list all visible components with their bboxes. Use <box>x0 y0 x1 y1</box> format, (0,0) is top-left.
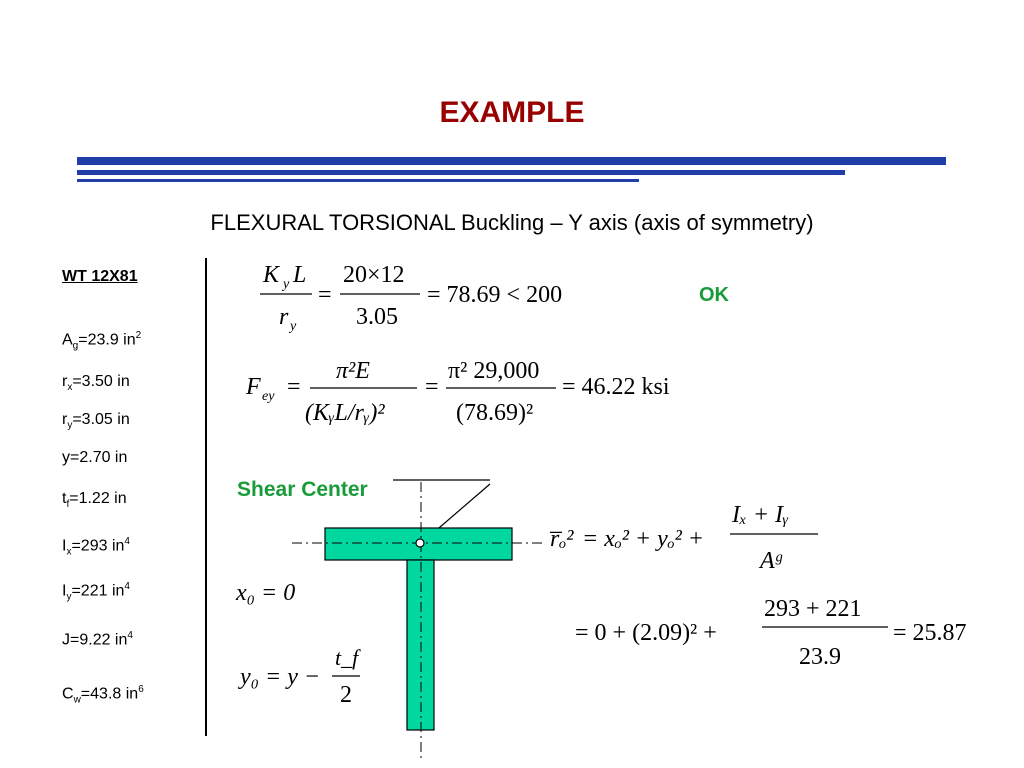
y0-equation <box>238 645 361 708</box>
eq2-num2: π² 29,000 <box>448 358 540 384</box>
eq4-prefix: = 0 + (2.09)² + <box>575 620 717 646</box>
eq3-rhs: = xₒ² + yₒ² + <box>582 526 704 552</box>
ok-label: OK <box>699 284 729 306</box>
eq1-num2: 20×12 <box>343 262 405 288</box>
eq1-num-k: K <box>263 262 280 288</box>
eq4-den: 23.9 <box>799 644 841 670</box>
property-cw: $C_w=43.8$ $in^6$ <box>62 684 144 706</box>
property-iy: $I_y=221$ $in^4$ <box>62 581 130 603</box>
eq3-den: Aᵍ <box>760 548 782 574</box>
eq6-lhs: y₀ = y − <box>240 664 321 690</box>
eq2-den2: (78.69)² <box>456 400 534 426</box>
eq1-num-l: L <box>293 262 307 288</box>
svg-text:=: = <box>425 374 439 400</box>
eq4-num: 293 + 221 <box>764 596 862 622</box>
property-tf: $t_f=1.22$ in <box>62 490 127 511</box>
eq1-den2: 3.05 <box>356 304 398 330</box>
slenderness-equation <box>260 262 562 334</box>
eq6-den: 2 <box>340 682 352 708</box>
eq6-num: t_f <box>335 645 359 670</box>
shear-center-point <box>416 539 424 547</box>
polar-radius-equation <box>550 502 818 574</box>
eq1-num-k-sub: y <box>283 277 290 292</box>
x0-equation: x₀ = 0 <box>236 580 296 606</box>
section-designation: WT 12X81 <box>62 268 138 285</box>
slide-title: EXAMPLE <box>439 96 585 129</box>
eq2-den1: (KᵧL/rᵧ)² <box>305 400 385 426</box>
eq1-den-r: r <box>279 304 289 330</box>
eq2-lhs-sub: ey <box>262 389 275 404</box>
property-ag: $A_g=23.9$ $in^2$ <box>62 330 142 352</box>
property-ix: $I_x=293$ $in^4$ <box>62 536 130 558</box>
eq3-num: Iₓ + Iᵧ <box>732 502 789 528</box>
t-section-diagram <box>292 480 546 760</box>
property-rx: $r_x=3.50$ in <box>62 373 130 394</box>
eq4-result: = 25.87 <box>893 620 967 646</box>
eq2-result: = 46.22 ksi <box>562 374 670 400</box>
property-ry: $r_y=3.05$ in <box>62 411 130 432</box>
slide-subtitle: FLEXURAL TORSIONAL Buckling – Y axis (axis of symmetry) <box>210 210 814 235</box>
svg-text:=: = <box>318 282 332 308</box>
eq3-lhs: r̅ₒ² <box>550 526 574 552</box>
property-y: y=2.70 in <box>62 449 128 466</box>
shear-center-label: Shear Center <box>237 478 368 501</box>
eq2-num1: π²E <box>336 358 370 384</box>
fey-equation <box>245 358 670 426</box>
eq1-result: = 78.69 < 200 <box>427 282 563 308</box>
property-j: J=9.22 $in^4$ <box>62 630 133 649</box>
polar-radius-value-equation <box>575 596 967 670</box>
eq2-lhs: F <box>246 374 261 400</box>
svg-text:=: = <box>287 374 301 400</box>
eq1-den-r-sub: y <box>290 319 297 334</box>
